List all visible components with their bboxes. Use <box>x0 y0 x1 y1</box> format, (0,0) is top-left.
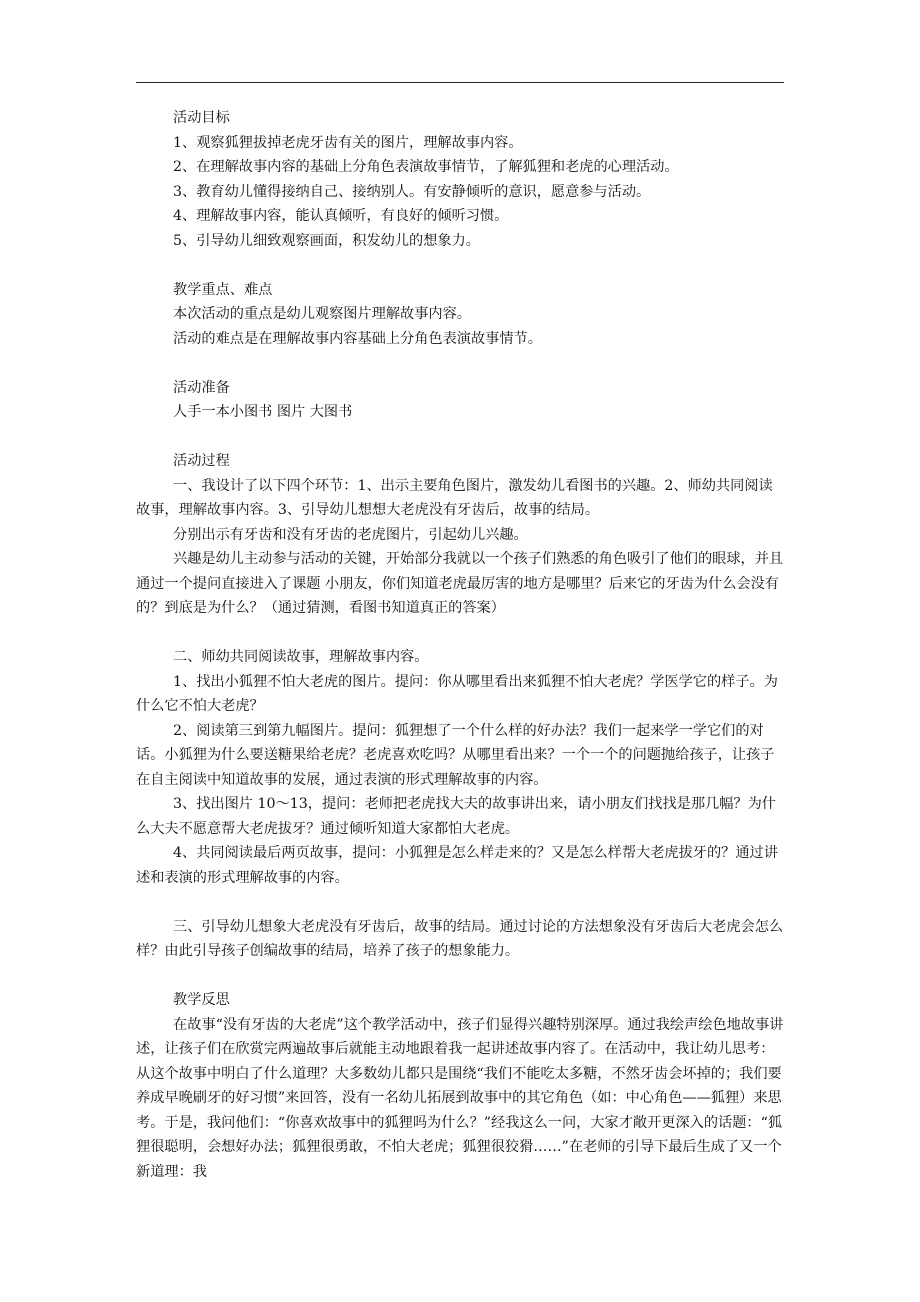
spacer <box>173 621 785 646</box>
goals-heading: 活动目标 <box>173 110 230 126</box>
process-paragraph-1: 一、我设计了以下四个环节：1、出示主要角色图片，激发幼儿看图书的兴趣。2、师幼共同阅读故事，理解故事内容。3、引导幼儿想想大老虎没有牙齿后，故事的结局。 <box>136 477 773 518</box>
keypoints-heading: 教学重点、难点 <box>173 281 273 298</box>
reflection-text: 在故事“没有牙齿的大老虎”这个教学活动中，孩子们显得兴趣特别深厚。通过我绘声绘色地故事讲述，让孩子们在欣赏完两遍故事后就能主动地跟着我一起讲述故事内容了。在活动中，我让幼儿思考：从这个故事中明白了什么道理？大多数幼儿都只是围绕“我们不能吃太多糖，不然牙齿会坏掉的；我们要养成早晚刷牙的好习惯”来回答，没有一名幼儿拓展到故事中的其它角色（如：中心角色——狐狸）来思考。于是，我问他们：“你喜欢故事中的狐狸吗为什么？”经我这么一问，大家才敞开更深入的话题：“狐狸很聪明，会想好办法；狐狸很勇敢，不怕大老虎；狐狸很狡猾……”在老师的引导下最后生成了又一个新道理：我 <box>136 1016 784 1180</box>
spacer <box>173 351 785 376</box>
goal-item-1: 1、观察狐狸拔掉老虎牙齿有关的图片，理解故事内容。 <box>173 134 523 151</box>
process-paragraph-8: 4、共同阅读最后两页故事，提问：小狐狸是怎么样走来的？又是怎么样帮大老虎拔牙的？通过讲述和表演的形式理解故事的内容。 <box>136 845 778 886</box>
goal-item-4: 4、理解故事内容，能认真倾听，有良好的倾听习惯。 <box>173 208 509 224</box>
process-paragraph-3: 兴趣是幼儿主动参与活动的关键，开始部分我就以一个孩子们熟悉的角色吸引了他们的眼球，并且通过一个提问直接进入了课题 小朋友，你们知道老虎最厉害的地方是哪里？后来它的牙齿为什么会没有的？到底是为什么？（通过猜测，看图书知道真正的答案） <box>136 551 784 616</box>
process-paragraph-4: 二、师幼共同阅读故事，理解故事内容。 <box>173 649 429 665</box>
process-paragraph-5: 1、找出小狐狸不怕大老虎的图片。提问：你从哪里看出来狐狸不怕大老虎？学医学它的样子。为什么它不怕大老虎？ <box>136 673 778 714</box>
reflection-heading: 教学反思 <box>173 992 230 1008</box>
keypoint-item-2: 活动的难点是在理解故事内容基础上分角色表演故事情节。 <box>173 330 542 347</box>
process-paragraph-7: 3、找出图片 10～13，提问：老师把老虎找大夫的故事讲出来，请小朋友们找找是那几幅？为什么大夫不愿意帮大老虎拔牙？通过倾听知道大家都怕大老虎。 <box>136 796 776 837</box>
process-heading: 活动过程 <box>173 453 230 469</box>
spacer <box>173 964 785 989</box>
process-paragraph-2: 分别出示有牙齿和没有牙齿的老虎图片，引起幼儿兴趣。 <box>173 526 528 543</box>
process-paragraph-9: 三、引导幼儿想象大老虎没有牙齿后，故事的结局。通过讨论的方法想象没有牙齿后大老虎会怎么样？由此引导孩子创编故事的结局，培养了孩子的想象能力。 <box>136 918 784 959</box>
spacer <box>173 425 785 450</box>
keypoint-item-1: 本次活动的重点是幼儿观察图片理解故事内容。 <box>173 306 471 322</box>
header-rule <box>136 82 784 83</box>
preparation-heading: 活动准备 <box>173 379 230 396</box>
goal-item-5: 5、引导幼儿细致观察画面，积发幼儿的想象力。 <box>173 232 480 249</box>
document-body <box>136 106 785 1184</box>
goal-item-3: 3、教育幼儿懂得接纳自己、接纳别人。有安静倾听的意识，愿意参与活动。 <box>173 183 651 200</box>
spacer <box>173 253 785 278</box>
process-paragraph-6: 2、阅读第三到第九幅图片。提问：狐狸想了一个什么样的好办法？我们一起来学一学它们的对话。小狐狸为什么要送糖果给老虎？老虎喜欢吃吗？从哪里看出来？一个一个的问题抛给孩子，让孩子在自主阅读中知道故事的发展，通过表演的形式理解故事的内容。 <box>136 722 775 788</box>
preparation-text: 人手一本小图书 图片 大图书 <box>173 404 353 420</box>
goal-item-2: 2、在理解故事内容的基础上分角色表演故事情节，了解狐狸和老虎的心理活动。 <box>173 159 679 175</box>
spacer <box>173 890 785 915</box>
